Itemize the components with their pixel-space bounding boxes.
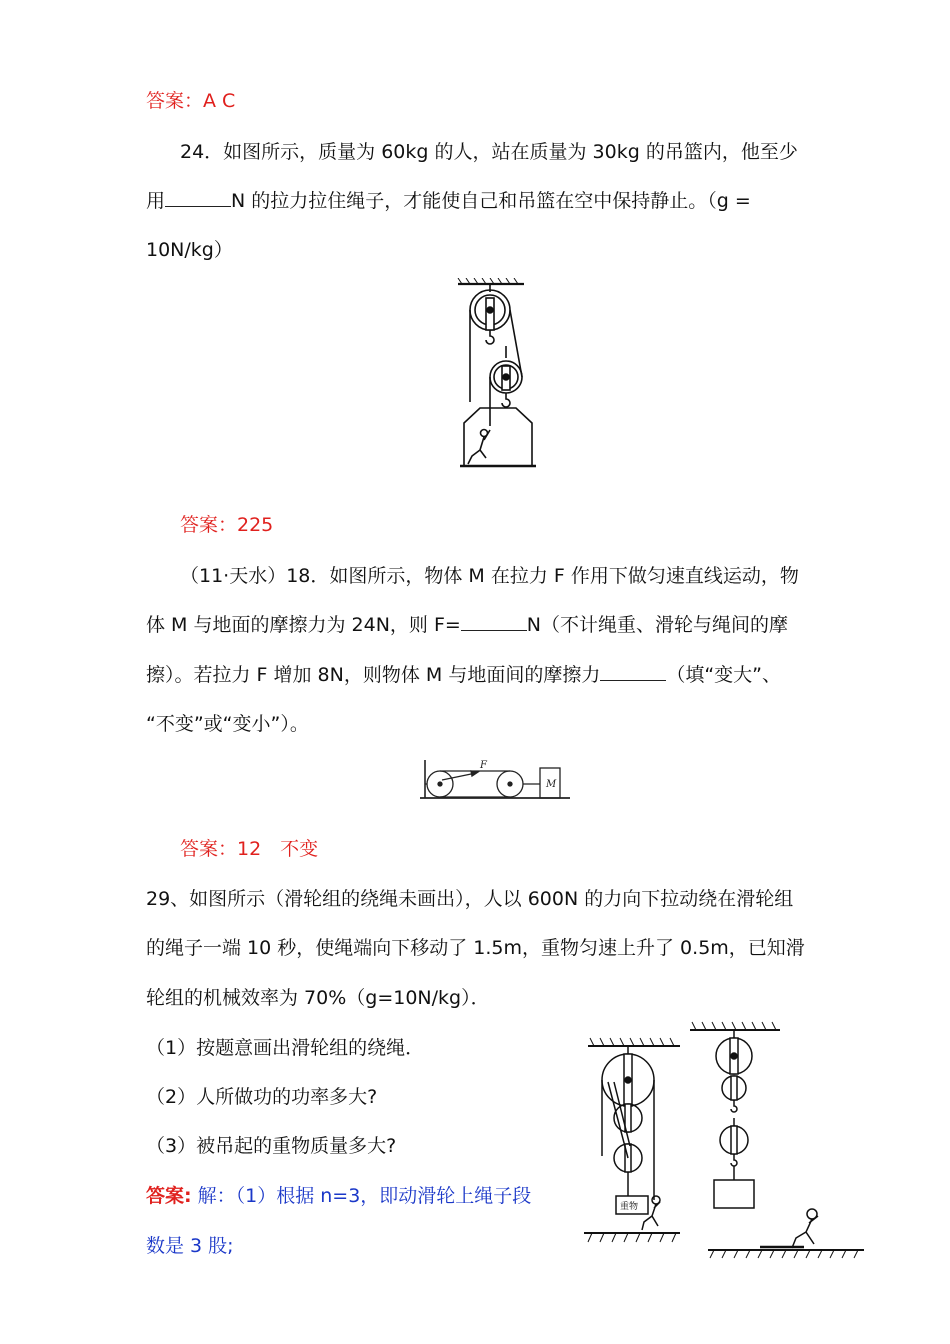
q18-line2 bbox=[146, 612, 788, 638]
q24-line2 bbox=[146, 188, 751, 214]
q29-line1: 29、如图所示（滑轮组的绕绳未画出），人以 600N 的力向下拉动绕在滑轮组 bbox=[146, 888, 794, 910]
q18-figure-f-label: F bbox=[480, 760, 487, 771]
q29-line2: 的绳子一端 10 秒，使绳端向下移动了 1.5m，重物匀速上升了 0.5m，已知滑 bbox=[146, 937, 805, 959]
q18-line3-pre: 擦）。若拉力 F 增加 8N，则物体 M 与地面间的摩擦力 bbox=[146, 664, 601, 686]
q18-figure-m-label: M bbox=[546, 779, 557, 790]
q29-sub2: （2）人所做功的功率多大? bbox=[146, 1086, 378, 1108]
q29-pulley-figures bbox=[584, 1018, 866, 1266]
q29-sub1: （1）按题意画出滑轮组的绕绳． bbox=[146, 1037, 425, 1059]
q24-line3: 10N/kg） bbox=[146, 239, 233, 261]
q29-answer-label: 答案: bbox=[146, 1185, 192, 1207]
q18-blank-2 bbox=[600, 662, 666, 681]
q29-answer-line1 bbox=[146, 1183, 531, 1209]
q29-answer-line2: 数是 3 股; bbox=[146, 1235, 234, 1257]
answer-q24: 答案：225 bbox=[180, 514, 274, 536]
answer-prev: 答案：A C bbox=[146, 90, 236, 112]
q24-pulley-figure bbox=[450, 278, 550, 470]
q18-pulley-figure bbox=[420, 756, 572, 804]
q24-line2-post: N 的拉力拉住绳子，才能使自己和吊篮在空中保持静止。（g = bbox=[231, 190, 751, 212]
q24-blank bbox=[165, 188, 231, 207]
q18-line4: “不变”或“变小”）。 bbox=[146, 713, 309, 735]
q18-line2-pre: 体 M 与地面的摩擦力为 24N，则 F= bbox=[146, 614, 461, 636]
q29-line3: 轮组的机械效率为 70%（g=10N/kg）． bbox=[146, 987, 490, 1009]
q24-line1: 24．如图所示，质量为 60kg 的人，站在质量为 30kg 的吊篮内，他至少 bbox=[180, 141, 798, 163]
q18-line3-post: （填“变大”、 bbox=[666, 664, 782, 686]
q18-line3 bbox=[146, 662, 781, 688]
q24-line2-pre: 用 bbox=[146, 190, 166, 212]
q29-sub3: （3）被吊起的重物质量多大? bbox=[146, 1135, 397, 1157]
q18-line2-post: N（不计绳重、滑轮与绳间的摩 bbox=[526, 614, 789, 636]
q29-figure-weight-label: 重物 bbox=[620, 1202, 639, 1212]
answer-q18: 答案：12 不变 bbox=[180, 838, 319, 860]
q29-answer-text1: 解：（1）根据 n=3，即动滑轮上绳子段 bbox=[197, 1185, 532, 1207]
q18-line1: （11·天水）18．如图所示，物体 M 在拉力 F 作用下做匀速直线运动，物 bbox=[180, 565, 799, 587]
q18-blank-1 bbox=[461, 612, 527, 631]
